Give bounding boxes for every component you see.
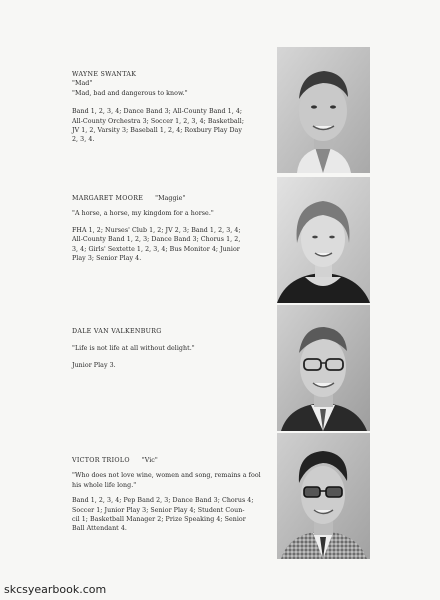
student-quote: "A horse, a horse, my kingdom for a horse." xyxy=(72,210,214,218)
activities-line: FHA 1, 2; Nurses' Club 1, 2; JV 2, 3; Band 1, 2, 3, 4; xyxy=(72,226,241,234)
student-name: MARGARET MOORE xyxy=(72,195,144,202)
activities-line: Ball Attendant 4. xyxy=(72,525,127,533)
student-entry-3 xyxy=(72,327,272,370)
student-photo-2 xyxy=(277,177,370,303)
activities-line: 3, 4; Girls' Sextette 1, 2, 3, 4; Bus Monitor 4; Junior xyxy=(72,245,240,253)
activities-line: cil 1; Basketball Manager 2; Prize Speaking 4; Senior xyxy=(72,516,246,524)
watermark-text: skcsyearbook.com xyxy=(4,583,107,596)
activities-line: All-County Orchestra 3; Soccer 1, 2, 3, 4; Basketball; xyxy=(72,117,245,125)
student-nickname: "Vic" xyxy=(141,457,158,464)
student-nickname: "Mad" xyxy=(72,80,93,88)
student-quote: "Who does not love wine, women and song, remains a fool his whole life long." xyxy=(72,472,261,489)
activities-line: Play 3; Senior Play 4. xyxy=(72,255,142,263)
student-name: DALE VAN VALKENBURG xyxy=(72,328,162,335)
student-photo-4 xyxy=(277,433,370,559)
student-name: WAYNE SWANTAK xyxy=(72,71,137,78)
activities-line: All-County Band 1, 2, 3; Dance Band 3; Chorus 1, 2, xyxy=(72,236,241,244)
student-nickname: "Maggie" xyxy=(155,195,186,202)
activities-line: JV 1, 2, Varsity 3; Baseball 1, 2, 4; Roxbury Play Day xyxy=(72,127,242,135)
student-photo-1 xyxy=(277,47,370,173)
student-quote: "Mad, bad and dangerous to know." xyxy=(72,89,188,97)
student-entry-1 xyxy=(72,70,272,145)
activities-line: 2, 3, 4. xyxy=(72,136,95,144)
activities-line: Band 1, 2, 3, 4; Pep Band 2, 3; Dance Band 3; Chorus 4; xyxy=(72,497,254,505)
activities-line: Soccer 1; Junior Play 3; Senior Play 4; Student Coun- xyxy=(72,506,245,514)
student-entry-4 xyxy=(72,456,272,534)
student-quote: "Life is not life at all without delight." xyxy=(72,345,195,353)
student-entry-2 xyxy=(72,194,272,263)
activities-line: Band 1, 2, 3, 4; Dance Band 3; All-County Band 1, 4; xyxy=(72,108,243,116)
activities-line: Junior Play 3. xyxy=(72,361,116,369)
student-name: VICTOR TRIOLO xyxy=(72,457,130,464)
student-photo-3 xyxy=(277,305,370,431)
